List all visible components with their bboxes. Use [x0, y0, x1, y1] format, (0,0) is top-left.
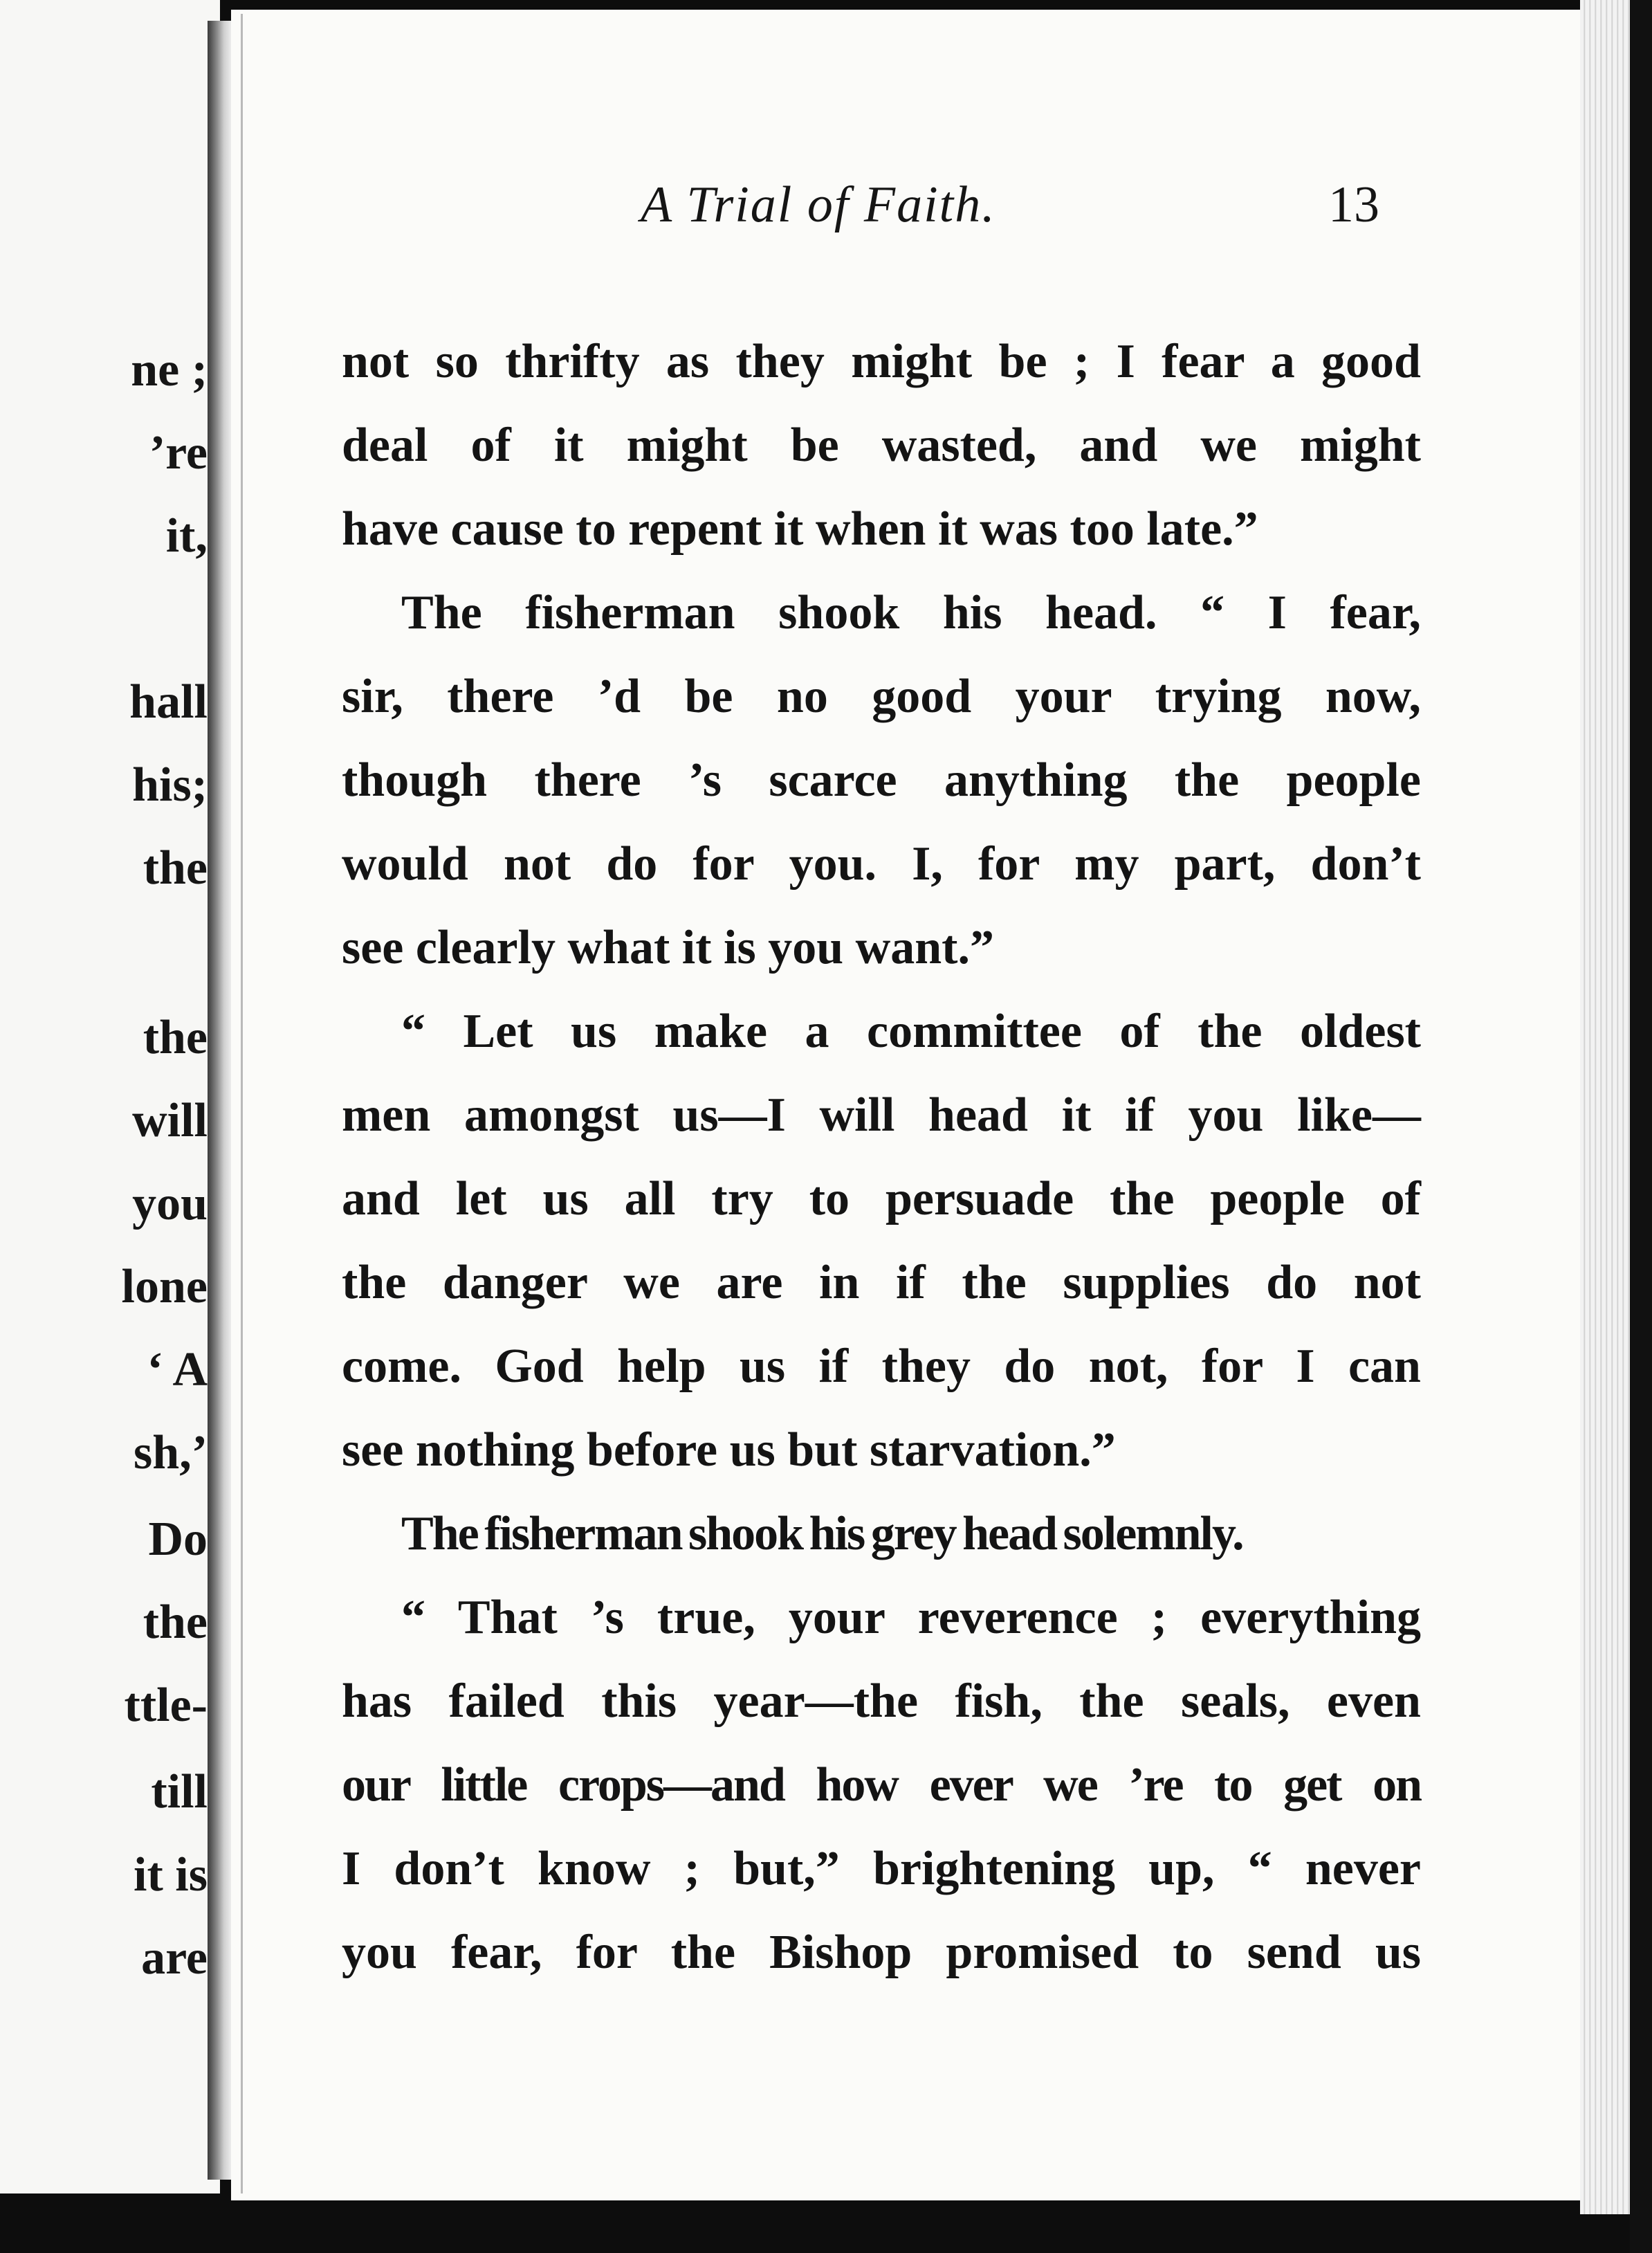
gutter-edge [241, 14, 243, 2193]
left-fragment: his; [132, 758, 208, 812]
scan-border [1630, 0, 1652, 2253]
left-fragment: will [132, 1094, 208, 1147]
left-fragment: are [141, 1931, 208, 1985]
text-line: see clearly what it is you want.” [342, 921, 994, 974]
text-line: I don’t know ; but,” brightening up, “ never [342, 1842, 1421, 1895]
text-line: not so thrifty as they might be ; I fear a good [342, 335, 1421, 388]
page [231, 10, 1580, 2200]
left-fragment: till [151, 1765, 208, 1818]
text-line: our little crops—and how ever we ’re to get on [342, 1758, 1421, 1812]
text-line: deal of it might be wasted, and we might [342, 419, 1421, 472]
left-fragment: ’re [149, 426, 208, 480]
left-fragment: ne ; [131, 343, 208, 396]
left-fragment: the [143, 1596, 208, 1649]
left-fragment: the [143, 841, 208, 895]
page-edges [1580, 0, 1630, 2214]
running-title: A Trial of Faith. [641, 176, 996, 233]
text-line: come. God help us if they do not, for I can [342, 1340, 1421, 1393]
left-fragment: sh,’ [134, 1426, 208, 1479]
text-line: “ That ’s true, your reverence ; everything [401, 1591, 1421, 1644]
book-gutter [208, 21, 231, 2180]
text-line: and let us all try to persuade the people of [342, 1172, 1421, 1225]
text-line: The fisherman shook his head. “ I fear, [401, 586, 1421, 639]
text-line: sir, there ’d be no good your trying now, [342, 670, 1421, 723]
text-line: has failed this year—the fish, the seals, even [342, 1675, 1421, 1728]
previous-page-fragment [0, 0, 220, 2193]
text-line: would not do for you. I, for my part, don’t [342, 837, 1421, 891]
body-text [342, 320, 1421, 1994]
left-fragment: the [143, 1011, 208, 1064]
text-line: “ Let us make a committee of the oldest [401, 1005, 1421, 1058]
text-line: have cause to repent it when it was too late.” [342, 502, 1258, 556]
left-fragment: you [132, 1177, 208, 1230]
text-line: see nothing before us but starvation.” [342, 1423, 1116, 1477]
page-number: 13 [1328, 176, 1379, 233]
text-line: you fear, for the Bishop promised to send us [342, 1926, 1421, 1979]
left-fragment: hall [129, 675, 208, 729]
left-fragment: Do [148, 1513, 208, 1566]
text-line: men amongst us—I will head it if you like— [342, 1088, 1421, 1142]
left-fragment: lone [121, 1260, 208, 1313]
text-line: The fisherman shook his grey head solemnly. [401, 1507, 1243, 1560]
running-head [231, 176, 1580, 238]
left-fragment: it, [165, 509, 208, 563]
text-line: the danger we are in if the supplies do not [342, 1256, 1421, 1309]
left-fragment: ‘ A [147, 1343, 208, 1396]
left-fragment: ttle- [124, 1679, 208, 1732]
left-fragment: it is [134, 1848, 208, 1901]
text-line: though there ’s scarce anything the people [342, 754, 1421, 807]
